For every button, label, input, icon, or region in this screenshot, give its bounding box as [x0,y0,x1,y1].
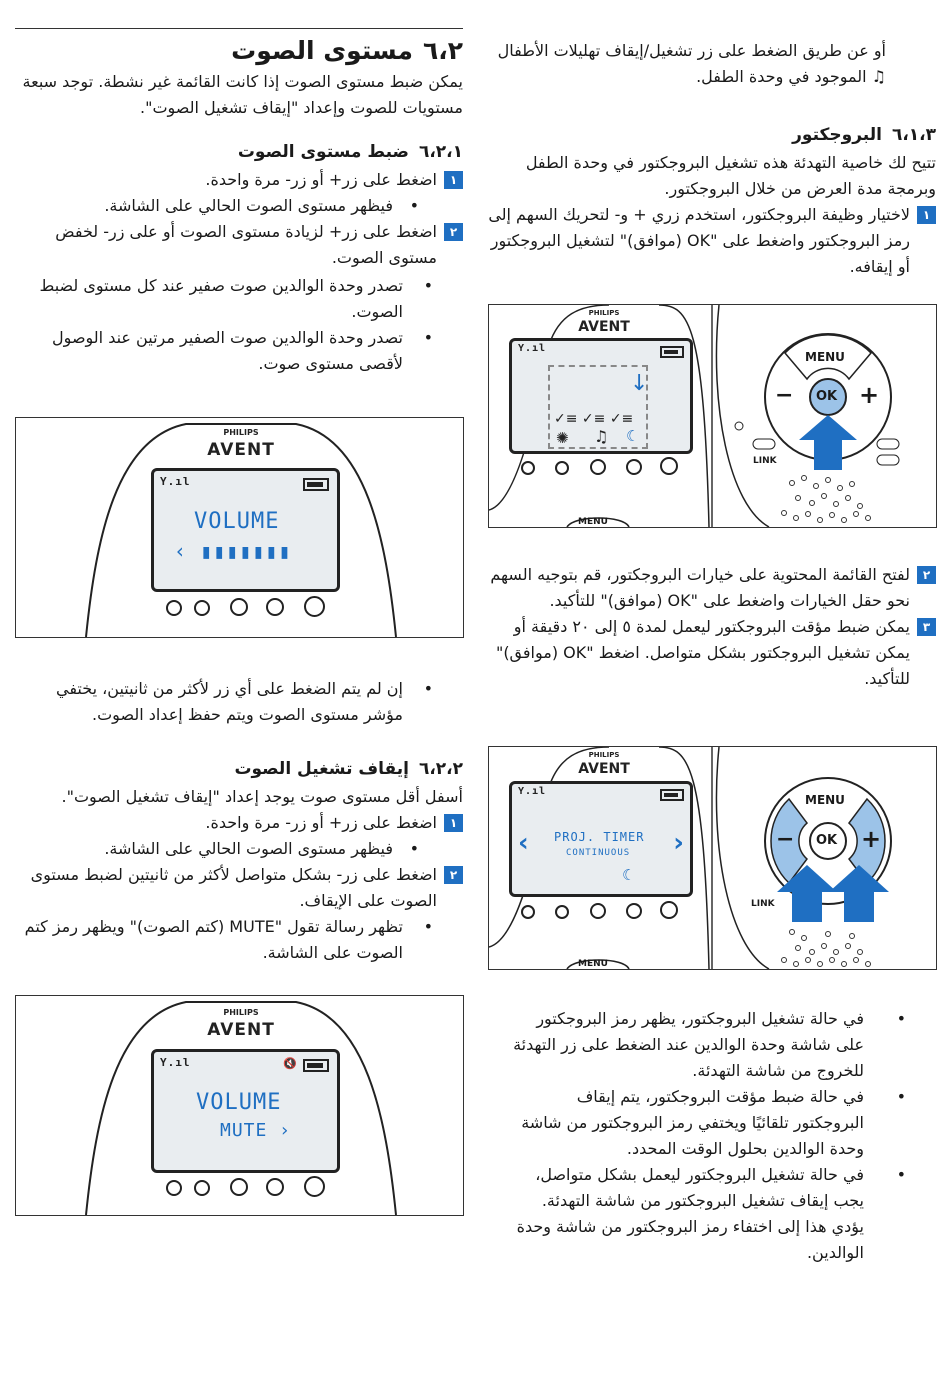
step-badge: ١ [444,814,463,832]
ok-button-label: OK [816,833,838,848]
lamp-icon: ✺ [556,429,569,447]
brand-philips: PHILIPS [223,428,259,437]
down-arrow-icon: ↓ [630,371,649,396]
device-button [194,1180,210,1196]
bullet: تصدر وحدة الوالدين صوت صفير عند كل مستوى لضبط الصوت. • [15,273,463,325]
brand-avent: AVENT [207,1020,275,1040]
brand-philips: PHILIPS [223,1008,259,1017]
device-button [266,598,284,616]
subsection-title: البروجكتور [792,125,882,145]
device-button [590,459,606,475]
step-badge: ١ [917,206,936,224]
device-button [266,1178,284,1196]
chevron-left-icon: ‹ [518,828,529,858]
device-button [304,596,325,617]
device-button [521,905,535,919]
step-text: لفتح القائمة المحتوية على خيارات البروجكتور، قم بتوجيه السهم نحو حقل الخيارات واضغط على "OK (موافق)" للتأكيد. [490,565,910,610]
bullet: إن لم يتم الضغط على أي زر لأكثر من ثانيتين، يختفي مؤشر مستوى الصوت ويتم حفظ إعداد الصوت. • [15,676,463,728]
step-2 [15,862,463,914]
step-text: لاختيار وظيفة البروجكتور، استخدم زري + و- لتحريك السهم إلى رمز البروجكتور واضغط على "OK (موافق)" لتشغيل البروجكتور أو إيقافه. [488,205,910,276]
minus-button-label: − [776,827,795,852]
step-text: يمكن ضبط مؤقت البروجكتور ليعمل لمدة ٥ إلى ٢٠ دقيقة أو يمكن تشغيل البروجكتور بشكل متواصل. اضغط "OK (موافق)" للتأكيد. [495,617,910,688]
device-button [660,901,678,919]
bullet: تصدر وحدة الوالدين صوت الصفير مرتين عند الوصول لأقصى مستوى صوت. • [15,325,463,377]
menu-button-label: MENU [805,793,845,807]
step-badge: ٢ [444,866,463,884]
brand-avent: AVENT [578,761,630,777]
subsection-number: ٦،١،٣ [891,125,936,145]
projector-icon: ☾ [622,866,636,884]
device-button [166,600,182,616]
plus-button-label: + [861,825,882,853]
figure-volume [15,417,464,638]
step-1 [15,167,463,193]
left-column-lower [15,676,463,966]
figure-projector-select [488,304,937,528]
right-column-top [488,38,936,90]
projector-icon: ☾ [626,427,640,445]
lcd-screen [151,468,340,592]
step-1 [488,202,936,280]
step-2 [488,562,936,614]
continued-text: أو عن طريق الضغط على زر تشغيل/إيقاف تهليلات الأطفال ♫ الموجود في وحدة الطفل. [497,41,886,86]
step-badge: ٢ [444,223,463,241]
device-button [626,903,642,919]
step-2 [15,219,463,271]
bullet: تظهر رسالة تقول "MUTE (كتم الصوت)" ويظهر رمز كتم الصوت على الشاشة. • [15,914,463,966]
device-button [166,1180,182,1196]
battery-icon [303,1059,329,1072]
battery-icon [660,789,684,801]
step-badge: ٣ [917,618,936,636]
subsection-heading-projector [488,122,936,148]
device-button [555,905,569,919]
lcd-line-1: VOLUME [196,1090,282,1115]
brand-avent: AVENT [578,319,630,335]
figure-mute [15,995,464,1216]
right-column-middle [488,562,936,692]
step-3 [488,614,936,692]
lcd-line-2: ‹ ▮▮▮▮▮▮▮ [174,539,292,563]
lcd-line-1: VOLUME [194,509,280,534]
device-button [304,1176,325,1197]
lcd-screen [509,781,693,897]
lcd-line-1: PROJ. TIMER [554,830,645,844]
signal-icon: Y.ıl [518,786,547,797]
subsection-number: ٦،٢،١ [418,142,463,162]
device-button [555,461,569,475]
minus-button-label: − [775,383,794,408]
subsection-title: ضبط مستوى الصوت [237,142,409,162]
subsection-number: ٦،٢،٢ [418,759,463,779]
brand-philips: PHILIPS [588,309,620,317]
bullet: فيظهر مستوى الصوت الحالي على الشاشة. • [15,836,463,862]
lcd-screen [151,1049,340,1173]
signal-icon: Y.ıl [160,1056,191,1069]
step-text: اضغط على زر+ أو زر- مرة واحدة. [205,170,437,189]
step-text: اضغط على زر- بشكل متواصل لأكثر من ثانيتين لضبط مستوى الصوت على الإيقاف. [30,865,437,910]
link-label: LINK [753,456,777,466]
right-column-bullets [488,1006,936,1266]
step-badge: ٢ [917,566,936,584]
brand-philips: PHILIPS [588,751,620,759]
ok-button-label: OK [816,389,838,404]
brand-avent: AVENT [207,440,275,460]
lcd-line-2: MUTE › [220,1120,292,1141]
menu-button-label: MENU [805,350,845,364]
device-button [590,903,606,919]
bullet: في حالة ضبط مؤقت البروجكتور، يتم إيقاف البروجكتور تلقائيًا ويختفي رمز البروجكتور من شاشة وحدة الوالدين بحلول الوقت المحدد. • [488,1084,936,1162]
lcd-line-2: CONTINUOUS [566,848,631,858]
chevron-right-icon: › [673,828,684,858]
device-button [660,457,678,475]
music-icon: ♫ [594,427,609,446]
subsection-heading-2 [15,756,463,782]
left-column [15,28,463,377]
bullet: في حالة تشغيل البروجكتور، يظهر رمز البروجكتور على شاشة وحدة الوالدين عند الضغط على زر التهدئة للخروج من شاشة التهدئة. • [488,1006,936,1084]
battery-icon [303,478,329,491]
signal-icon: Y.ıl [518,343,547,354]
menu-label-bottom: MENU [578,959,608,969]
step-text: اضغط على زر+ لزيادة مستوى الصوت أو على زر- لخفض مستوى الصوت. [55,222,437,267]
bullet: فيظهر مستوى الصوت الحالي على الشاشة. • [15,193,463,219]
subsection-intro: تتيح لك خاصية التهدئة هذه تشغيل البروجكتور في وحدة الطفل وبرمجة مدة العرض من خلال البروجكتور. [525,153,936,198]
subsection-heading-1 [15,139,463,165]
checklist-icons: ✓≡ ✓≡ ✓≡ [554,411,634,427]
figure-projector-timer [488,746,937,970]
section-number: ٦،٢ [422,36,463,65]
battery-icon [660,346,684,358]
link-label: LINK [751,899,775,909]
device-button [194,600,210,616]
device-button [626,459,642,475]
divider [15,28,463,29]
step-text: اضغط على زر+ أو زر- مرة واحدة. [205,813,437,832]
section-heading [15,35,463,67]
lcd-screen [509,338,693,454]
device-button [521,461,535,475]
section-intro: يمكن ضبط مستوى الصوت إذا كانت القائمة غير نشطة. توجد سبعة مستويات للصوت وإعداد "إيقاف تشغيل الصوت". [22,72,463,117]
bullet: في حالة تشغيل البروجكتور ليعمل بشكل متواصل، يجب إيقاف تشغيل البروجكتور من شاشة التهدئة. يؤدي هذا إلى اختفاء رمز البروجكتور من شاشة وحدة الوالدين. • [488,1162,936,1266]
step-badge: ١ [444,171,463,189]
subsection-intro: أسفل أقل مستوى صوت يوجد إعداد "إيقاف تشغيل الصوت". [61,787,463,806]
mute-icon: 🔇 [283,1057,297,1070]
right-column [488,122,936,280]
section-title: مستوى الصوت [231,36,413,65]
device-button [230,598,248,616]
signal-icon: Y.ıl [160,475,191,488]
subsection-title: إيقاف تشغيل الصوت [234,759,409,779]
menu-label-bottom: MENU [578,517,608,527]
step-1 [15,810,463,836]
plus-button-label: + [859,381,880,409]
device-button [230,1178,248,1196]
